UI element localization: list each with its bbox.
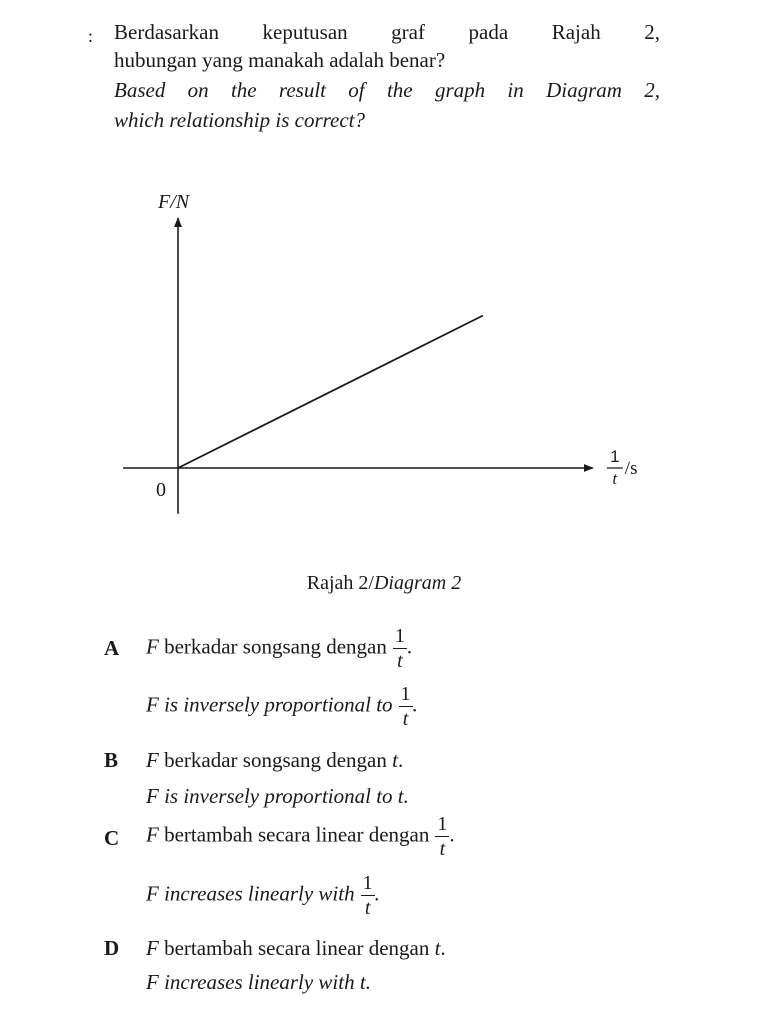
fraction-numerator: 1	[437, 813, 448, 835]
option-d-malay-end: .	[440, 936, 446, 960]
series-line	[178, 316, 483, 469]
option-c-malay	[146, 814, 455, 859]
option-c-english-variable: F	[146, 881, 159, 906]
option-a-malay	[146, 626, 412, 671]
option-a-english-end: .	[412, 692, 418, 717]
caption-english: Diagram 2	[373, 572, 462, 594]
y-axis-label: F/N	[158, 195, 190, 214]
option-d-letter[interactable]: D	[104, 936, 120, 960]
option-a-malay-fraction	[393, 626, 407, 671]
option-b-letter[interactable]: B	[104, 748, 119, 772]
option-d-english-text: increases linearly with t.	[158, 970, 371, 994]
option-b-english	[146, 784, 409, 809]
option-a-malay-end: .	[406, 634, 413, 659]
option-c-letter[interactable]: C	[104, 826, 120, 850]
option-b-english-variable: F	[146, 784, 159, 808]
option-c-english-text: increases linearly with	[158, 881, 355, 906]
diagram-2-graph	[0, 195, 768, 525]
question-english-line1: Based on the result of the graph in Diagram 2,	[114, 78, 660, 102]
option-a-malay-text: berkadar songsang dengan	[158, 634, 387, 659]
question-malay-line2: hubungan yang manakah adalah benar?	[114, 48, 446, 72]
fraction-denominator: t	[402, 708, 409, 730]
question-marker: :	[88, 26, 94, 46]
option-d-variable: F	[146, 936, 159, 960]
fraction-denominator: t	[397, 650, 403, 672]
option-b-malay	[146, 748, 403, 773]
fraction-numerator: 1	[400, 683, 411, 705]
fraction-denominator: t	[364, 897, 371, 919]
option-a-english	[146, 684, 418, 729]
option-a-letter[interactable]: A	[104, 636, 120, 660]
option-d-english-variable: F	[146, 970, 159, 994]
option-a-english-fraction	[399, 684, 413, 729]
option-d-malay	[146, 936, 446, 961]
option-c-malay-fraction	[435, 814, 449, 859]
question-malay-line1: Berdasarkan keputusan graf pada Rajah 2,	[114, 20, 660, 44]
option-b-english-text: is inversely proportional to t.	[158, 784, 409, 808]
caption-malay: Rajah 2/	[306, 572, 374, 594]
option-c-english-end: .	[374, 881, 380, 906]
option-c-malay-end: .	[449, 822, 455, 847]
option-b-malay-end: .	[397, 748, 404, 772]
option-b-variable: F	[146, 748, 159, 772]
question-english-line2: which relationship is correct?	[114, 108, 366, 132]
fraction-numerator: 1	[394, 625, 405, 647]
fraction-denominator: t	[439, 838, 446, 860]
option-b-malay-text: berkadar songsang dengan	[158, 748, 393, 772]
x-axis-label-denominator: t	[612, 469, 618, 488]
x-axis-label-numerator: 1	[610, 447, 620, 466]
option-d-malay-var: t	[434, 936, 441, 960]
option-d-english	[146, 970, 371, 995]
option-a-english-variable: F	[146, 692, 159, 717]
option-b-malay-var: t	[392, 748, 398, 772]
option-c-variable: F	[146, 822, 159, 847]
x-axis-label-unit: /s	[624, 458, 638, 479]
option-d-malay-text: bertambah secara linear dengan	[158, 936, 435, 960]
option-c-malay-text: bertambah secara linear dengan	[158, 822, 430, 847]
origin-label: 0	[156, 479, 166, 501]
diagram-caption	[0, 572, 768, 595]
fraction-numerator: 1	[362, 872, 373, 894]
option-c-english	[146, 873, 380, 918]
option-c-english-fraction	[361, 873, 375, 918]
option-a-variable: F	[146, 634, 159, 659]
option-a-english-text: is inversely proportional to	[158, 692, 393, 717]
